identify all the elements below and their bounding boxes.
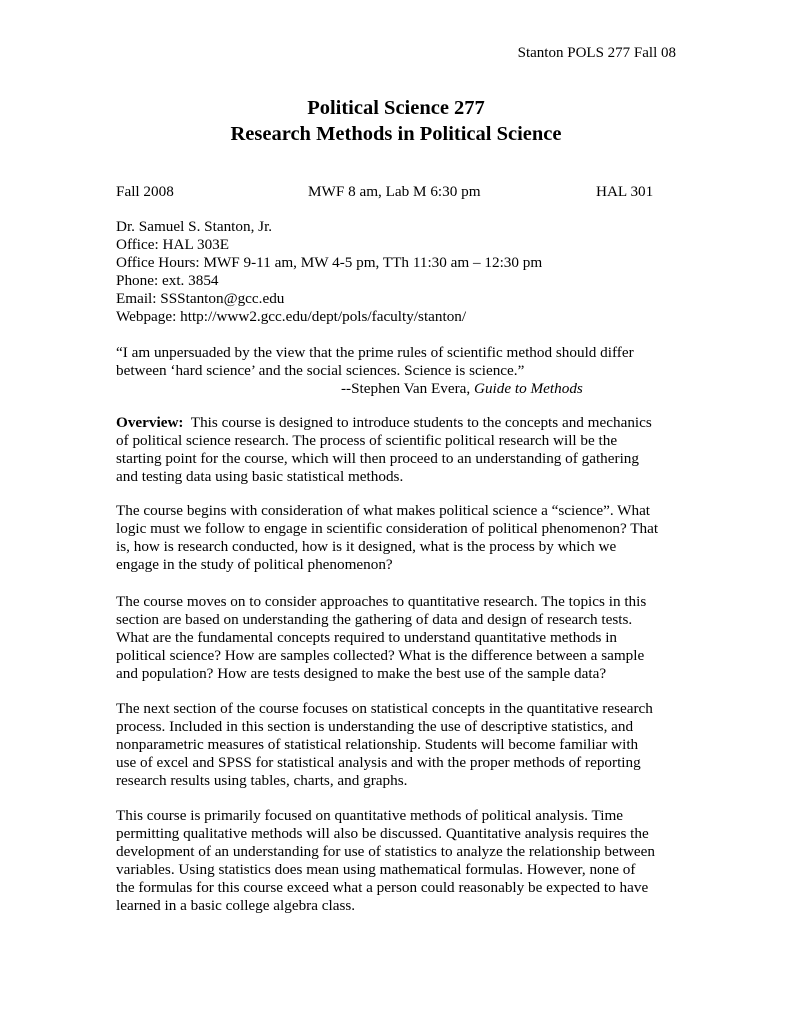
- paragraph-line: is, how is research conducted, how is it designed, what is the process by which we: [116, 538, 617, 555]
- course-term: Fall 2008: [116, 183, 174, 200]
- paragraph-line: development of an understanding for use of statistics to analyze the relationship between: [116, 843, 655, 860]
- paragraph-line: learned in a basic college algebra class.: [116, 897, 356, 914]
- attribution-author: --Stephen Van Evera,: [341, 380, 474, 397]
- paragraph-line: the formulas for this course exceed what a person could reasonably be expected to have: [116, 879, 649, 896]
- paragraph-line: The course moves on to consider approaches to quantitative research. The topics in this: [116, 593, 647, 610]
- quote-line: “I am unpersuaded by the view that the prime rules of scientific method should differ: [116, 344, 634, 361]
- paragraph-line: The course begins with consideration of what makes political science a “science”. What: [116, 502, 651, 519]
- paragraph-line: The next section of the course focuses on statistical concepts in the quantitative research: [116, 700, 653, 717]
- paragraph-line: use of excel and SPSS for statistical analysis and with the proper methods of reporting: [116, 754, 641, 771]
- paragraph-line: variables. Using statistics does mean using mathematical formulas. However, none of: [116, 861, 636, 878]
- phone-number: Phone: ext. 3854: [116, 272, 219, 289]
- paragraph-line: permitting qualitative methods will also be discussed. Quantitative analysis requires the: [116, 825, 649, 842]
- overview-paragraph: [116, 414, 676, 486]
- paragraph-line: political science? How are samples collected? What is the difference between a sample: [116, 647, 645, 664]
- paragraph-line: What are the fundamental concepts required to understand quantitative methods in: [116, 629, 618, 646]
- attribution-work: Guide to Methods: [474, 380, 583, 397]
- paragraph-line: This course is primarily focused on quantitative methods of political analysis. Time: [116, 807, 624, 824]
- course-name-title: Research Methods in Political Science: [230, 123, 562, 145]
- quote-line: between ‘hard science’ and the social sciences. Science is science.”: [116, 362, 525, 379]
- paragraph-line: nonparametric measures of statistical relationship. Students will become familiar with: [116, 736, 639, 753]
- body-paragraph: [116, 807, 676, 915]
- paragraph-line: and population? How are tests designed to make the best use of the sample data?: [116, 665, 607, 682]
- office-hours: Office Hours: MWF 9-11 am, MW 4-5 pm, TTh 11:30 am – 12:30 pm: [116, 254, 543, 271]
- office-location: Office: HAL 303E: [116, 236, 230, 253]
- course-number-title: Political Science 277: [307, 97, 485, 119]
- quote-attribution: [116, 380, 676, 398]
- overview-text: This course is designed to introduce students to the concepts and mechanics: [183, 414, 652, 431]
- paragraph-line: of political science research. The process of scientific political research will be the: [116, 432, 618, 449]
- instructor-name: Dr. Samuel S. Stanton, Jr.: [116, 218, 273, 235]
- paragraph-line: process. Included in this section is understanding the use of descriptive statistics, and: [116, 718, 634, 735]
- paragraph-line: engage in the study of political phenomenon?: [116, 556, 393, 573]
- body-paragraph: [116, 502, 676, 574]
- epigraph-quote: [116, 344, 676, 398]
- paragraph-line: and testing data using basic statistical methods.: [116, 468, 404, 485]
- running-header: Stanton POLS 277 Fall 08: [517, 45, 676, 61]
- document-title: [116, 95, 676, 147]
- body-paragraph: [116, 593, 676, 683]
- paragraph-line: [116, 414, 676, 432]
- paragraph-line: research results using tables, charts, and graphs.: [116, 772, 408, 789]
- course-meta: [116, 183, 656, 201]
- paragraph-line: logic must we follow to engage in scientific consideration of political phenomenon? That: [116, 520, 659, 537]
- email-address: Email: SSStanton@gcc.edu: [116, 290, 285, 307]
- paragraph-line: starting point for the course, which will then proceed to an understanding of gathering: [116, 450, 639, 467]
- course-schedule: MWF 8 am, Lab M 6:30 pm: [308, 183, 481, 200]
- body-paragraph: [116, 700, 676, 790]
- instructor-contact: [116, 218, 676, 326]
- paragraph-line: section are based on understanding the gathering of data and design of research tests.: [116, 611, 633, 628]
- webpage-url: Webpage: http://www2.gcc.edu/dept/pols/faculty/stanton/: [116, 308, 467, 325]
- course-room: HAL 301: [596, 183, 654, 200]
- overview-label: Overview:: [116, 414, 184, 431]
